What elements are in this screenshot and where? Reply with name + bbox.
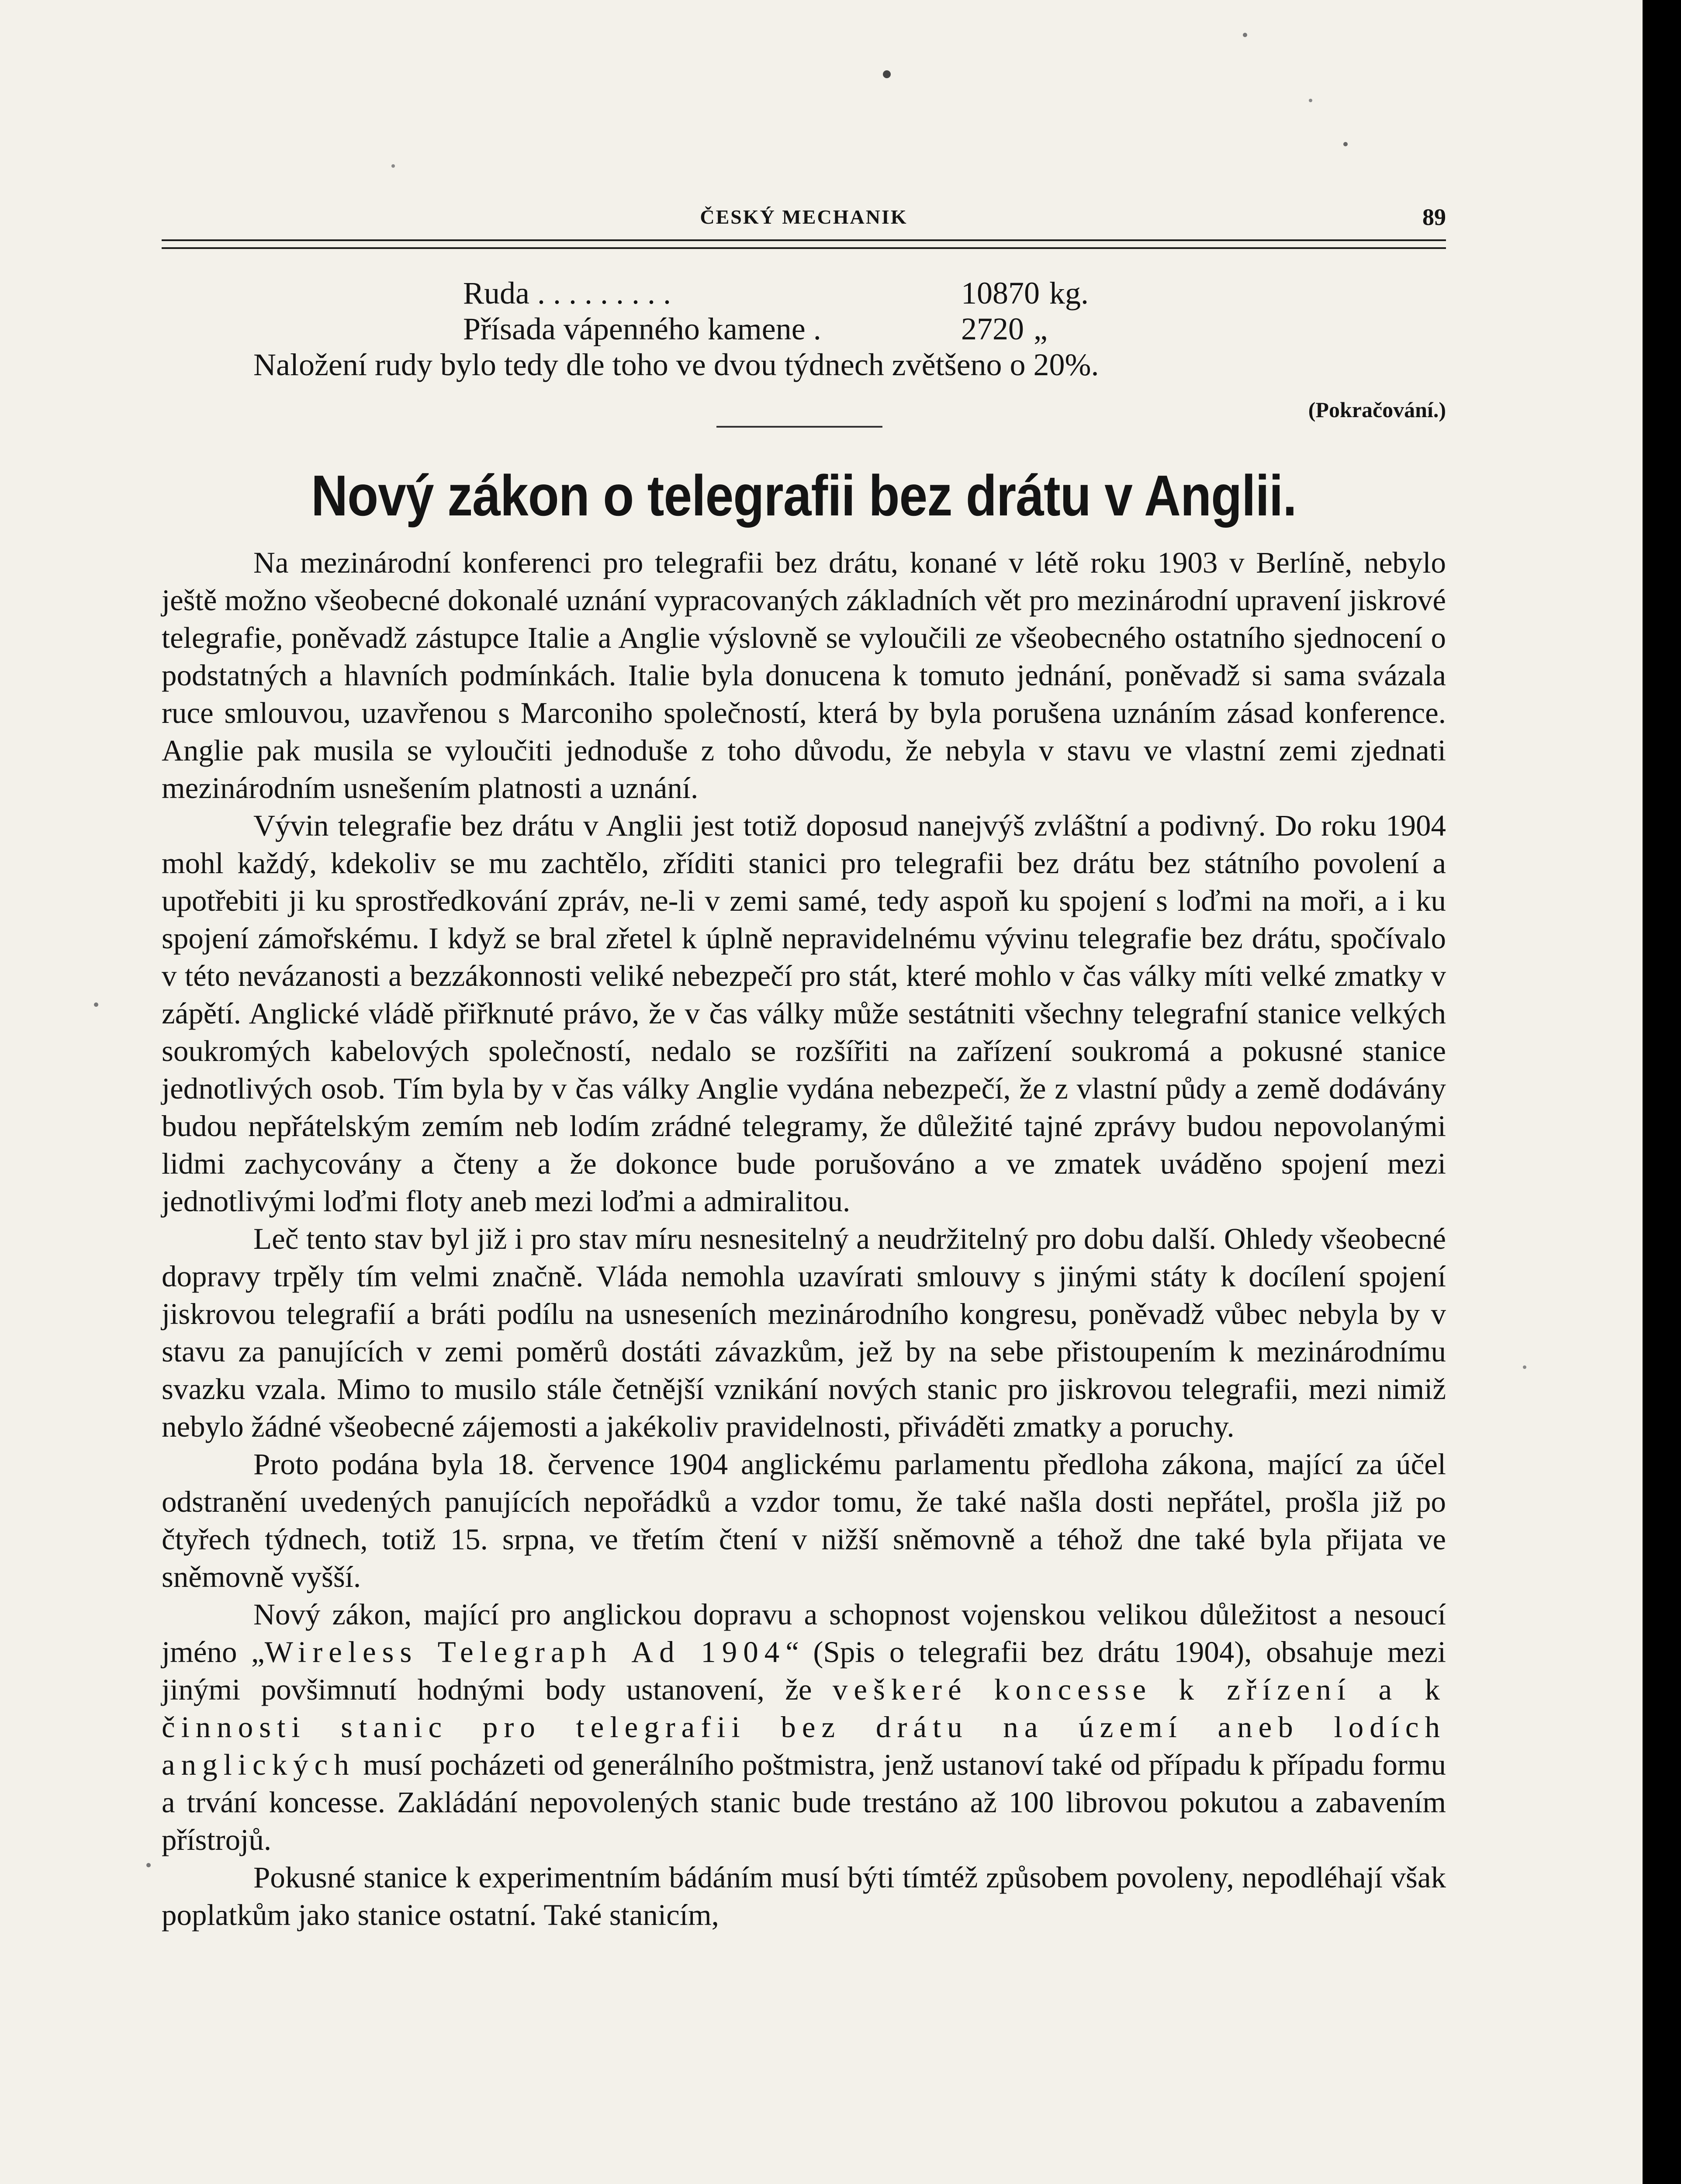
concession-clause-spaced: veškeré koncesse k zřízení a k činnosti stanic pro telegrafii bez drátu na území aneb lodích anglických <box>162 1673 1446 1781</box>
limestone-value <box>961 311 1048 347</box>
limestone-label: Přísada vápenného kamene . <box>463 311 821 346</box>
ore-increase-sentence: Naložení rudy bylo tedy dle toho ve dvou týdnech zvětšeno o 20%. <box>253 347 1099 382</box>
paragraph-5-part-e: musí pocházeti od generálního poštmistra, jenž ustanoví také od případu k případu formu a trvání koncesse. Zakládání nepovolených stanic bude trestáno až 100 librovou pokutou a zabavením přístrojů. <box>162 1748 1446 1856</box>
previous-article-ending <box>162 275 1446 427</box>
section-divider <box>716 426 882 428</box>
ore-value <box>961 275 1089 311</box>
header-rule-bottom <box>162 247 1446 249</box>
running-title: ČESKÝ MECHANIK <box>700 206 908 228</box>
continued-note: (Pokračování.) <box>1308 397 1446 422</box>
ore-row <box>162 275 1446 311</box>
page-header <box>162 205 1446 236</box>
paragraph-5-part-c: “ (Spis o telegrafii bez drátu 1904), obsahuje mezi jinými povšimnutí hodnými body ustanovení, že <box>162 1635 1446 1706</box>
paragraph-5-part-a: Nový zákon, mající pro anglickou dopravu a schopnost vojenskou velikou důležitost a nesoucí jméno „ <box>162 1598 1446 1669</box>
paragraph-6: Pokusné stanice k experimentním bádáním musí býti tímtéž způsobem povoleny, nepodléhají však poplatkům jako stanice ostatní. Také stanicím, <box>162 1861 1446 1932</box>
page-number: 89 <box>1422 204 1446 230</box>
article-body <box>162 544 1446 1934</box>
limestone-unit: „ <box>1034 311 1048 346</box>
paragraph-1: Na mezinárodní konferenci pro telegrafii bez drátu, konané v létě roku 1903 v Berlíně, nebylo ještě možno všeobecné dokonalé uznání vypracovaných základních vět pro mezinárodní upravení jiskrové telegrafie, poněvadž zástupce Italie a Anglie výslovně se vyloučili ze všeobecného ostatního sjednocení o podstatných a hlavních podmínkách. Italie byla donucena k tomuto jednání, poněvadž si sama svázala ruce smlouvou, uzavřenou s Marconiho společností, která by byla porušena uznáním zásad konference. Anglie pak musila se vyloučiti jednoduše z toho důvodu, že nebyla v stavu ve vlastní zemi zjednati mezinárodním usnešením platnosti a uznání. <box>162 546 1446 805</box>
ore-label: Ruda . . . . . . . . . <box>463 276 671 311</box>
paragraph-2: Vývin telegrafie bez drátu v Anglii jest totiž doposud nanejvýš zvláštní a podivný. Do roku 1904 mohl každý, kdekoliv se mu zachtělo, zříditi stanici pro telegrafii bez drátu bez státního povolení a upotřebiti ji ku sprostředkování zpráv, ne-li v zemi samé, tedy aspoň ku spojení s loďmi na moři, a i ku spojení zámořskému. I když se bral zřetel k úplně nepravidelnému vývinu telegrafie bez drátu, spočívalo v této nevázanosti a bezzákonnosti veliké nebezpečí pro stát, které mohlo v čas války míti velké zmatky v zápětí. Anglické vládě přiřknuté právo, že v čas války může sestátniti všechny telegrafní stanice velkých soukromých kabelových společností, nedalo se rozšířiti na zařízení soukromá a pokusné stanice jednotlivých osob. Tím byla by v čas války Anglie vydána nebezpečí, že z vlastní půdy a země dodávány budou nepřátelským zemím neb lodím zrádné telegramy, že důležité tajné zprávy budou nepovolanými lidmi zachycovány a čteny a že dokonce bude porušováno a ve zmatek uváděno spojení mezi jednotlivými loďmi floty aneb mezi loďmi a admiralitou. <box>162 809 1446 1218</box>
paragraph-5 <box>162 1596 1446 1859</box>
law-name-spaced: Wireless Telegraph Ad 1904 <box>264 1635 786 1669</box>
ore-unit: kg. <box>1049 276 1089 311</box>
article-title: Nový zákon o telegrafii bez drátu v Anglii. <box>311 463 1297 528</box>
header-rule-top <box>162 239 1446 241</box>
paragraph-4: Proto podána byla 18. července 1904 anglickému parlamentu předloha zákona, mající za účel odstranění uvedených panujících nepořádků a vzdor tomu, že také našla dosti nepřátel, prošla již po čtyřech týdnech, totiž 15. srpna, ve třetím čtení v nižší sněmovně a téhož dne také byla přijata ve sněmovně vyšší. <box>162 1448 1446 1593</box>
ore-amount: 10870 <box>961 276 1040 311</box>
limestone-row <box>162 311 1446 347</box>
limestone-amount: 2720 <box>961 311 1024 346</box>
paragraph-3: Leč tento stav byl již i pro stav míru nesnesitelný a neudržitelný pro dobu další. Ohledy všeobecné dopravy trpěly tím velmi značně. Vláda nemohla uzavírati smlouvy s jinými státy k docílení spojení jiskrovou telegrafií a bráti podílu na usneseních mezinárodního kongresu, poněvadž vůbec nebyla by v stavu za panujících v zemi poměrů dostáti závazkům, jež by na sebe přistoupením k mezinárodnímu svazku vzala. Mimo to musilo stále četnější vznikání nových stanic pro jiskrovou telegrafii, mezi nimiž nebylo žádné všeobecné zájemosti a jakékoliv pravidelnosti, přiváděti zmatky a poruchy. <box>162 1222 1446 1443</box>
